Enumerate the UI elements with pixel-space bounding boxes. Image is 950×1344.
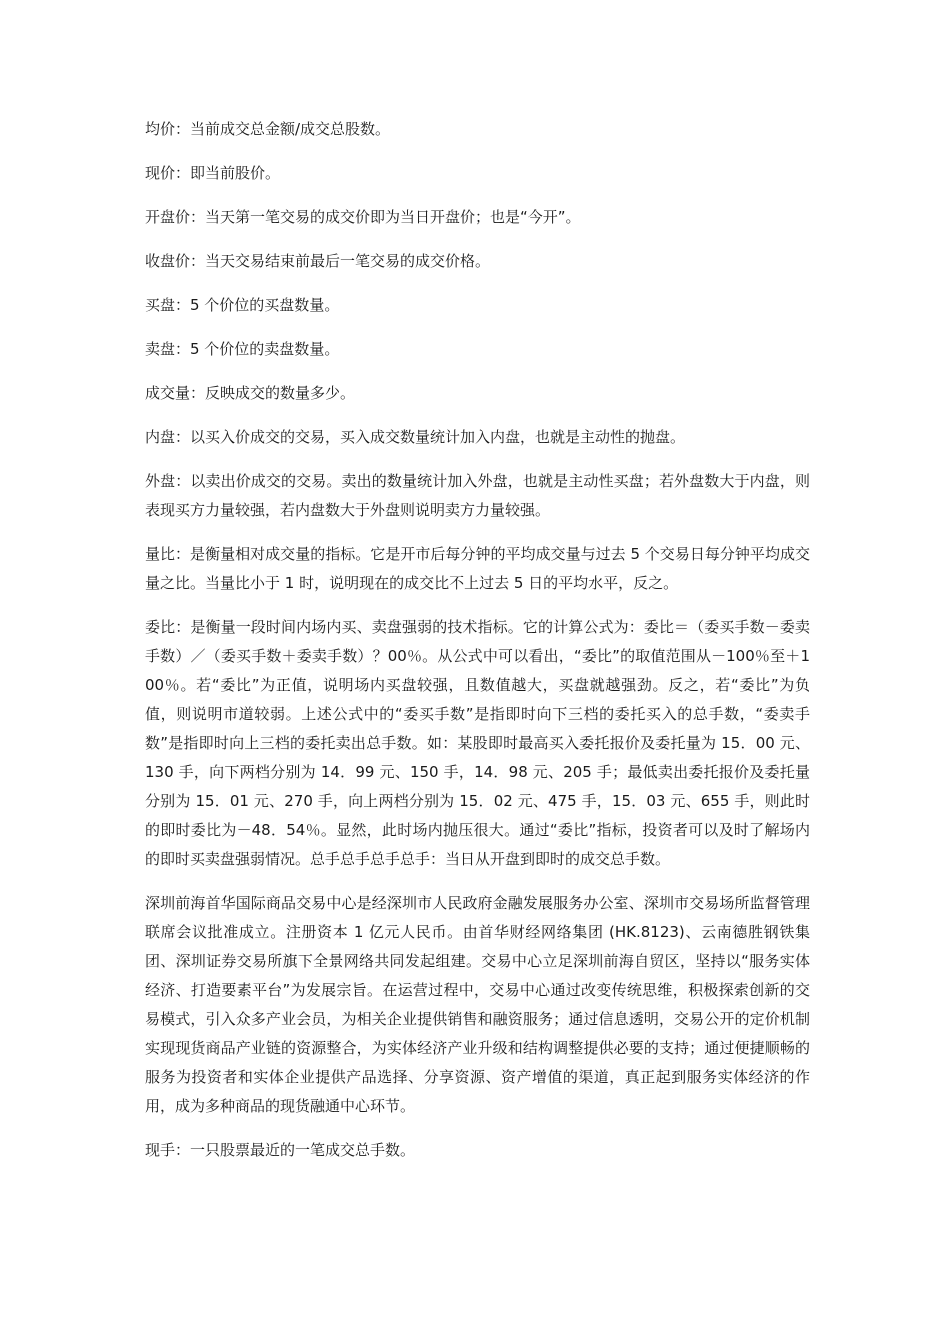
document-body [145,115,810,1180]
paragraph-volume-ratio: 量比：是衡量相对成交量的指标。它是开市后每分钟的平均成交量与过去 5 个交易日每分钟平均成交量之比。当量比小于 1 时，说明现在的成交比不上过去 5 日的平均水平，反之。 [145,545,810,592]
paragraph-opening-price: 开盘价：当天第一笔交易的成交价即为当日开盘价；也是“今开”。 [145,208,581,226]
paragraph-exchange-intro: 深圳前海首华国际商品交易中心是经深圳市人民政府金融发展服务办公室、深圳市交易场所监督管理联席会议批准成立。注册资本 1 亿元人民币。由首华财经网络集团 (HK.8123)、云南德胜钢铁集团、深圳证券交易所旗下全景网络共同发起组建。交易中心立足深圳前海自贸区，坚持以“服务实体经济、打造要素平台”为发展宗旨。在运营过程中，交易中心通过改变传统思维，积极探索创新的交易模式，引入众多产业会员，为相关企业提供销售和融资服务；通过信息透明，交易公开的定价机制实现现货商品产业链的资源整合，为实体经济产业升级和结构调整提供必要的支持；通过便捷顺畅的服务为投资者和实体企业提供产品选择、分享资源、资产增值的渠道，真正起到服务实体经济的作用，成为多种商品的现货融通中心环节。 [145,894,810,1115]
paragraph-ask: 卖盘：5 个价位的卖盘数量。 [145,340,340,358]
paragraph-outer-volume: 外盘：以卖出价成交的交易。卖出的数量统计加入外盘，也就是主动性买盘；若外盘数大于内盘，则表现买方力量较强，若内盘数大于外盘则说明卖方力量较强。 [145,472,810,519]
paragraph-bid: 买盘：5 个价位的买盘数量。 [145,296,340,314]
paragraph-last-trade: 现手：一只股票最近的一笔成交总手数。 [145,1141,416,1159]
paragraph-average-price: 均价：当前成交总金额/成交总股数。 [145,120,391,138]
paragraph-volume: 成交量：反映成交的数量多少。 [145,384,356,402]
paragraph-inner-volume: 内盘：以买入价成交的交易，买入成交数量统计加入内盘，也就是主动性的抛盘。 [145,428,686,446]
paragraph-closing-price: 收盘价：当天交易结束前最后一笔交易的成交价格。 [145,252,491,270]
paragraph-order-ratio: 委比：是衡量一段时间内场内买、卖盘强弱的技术指标。它的计算公式为：委比＝（委买手数－委卖手数）／（委买手数＋委卖手数）？00％。从公式中可以看出，“委比”的取值范围从－100％至＋100％。若“委比”为正值，说明场内买盘较强，且数值越大，买盘就越强劲。反之，若“委比”为负值，则说明市道较弱。上述公式中的“委买手数”是指即时向下三档的委托买入的总手数，“委卖手数”是指即时向上三档的委托卖出总手数。如：某股即时最高买入委托报价及委托量为 15．00 元、130 手，向下两档分别为 14．99 元、150 手，14．98 元、205 手；最低卖出委托报价及委托量分别为 15．01 元、270 手，向上两档分别为 15．02 元、475 手，15．03 元、655 手，则此时的即时委比为－48．54％。显然，此时场内抛压很大。通过“委比”指标，投资者可以及时了解场内的即时买卖盘强弱情况。总手总手总手总手：当日从开盘到即时的成交总手数。 [145,618,810,868]
paragraph-current-price: 现价：即当前股价。 [145,164,281,182]
